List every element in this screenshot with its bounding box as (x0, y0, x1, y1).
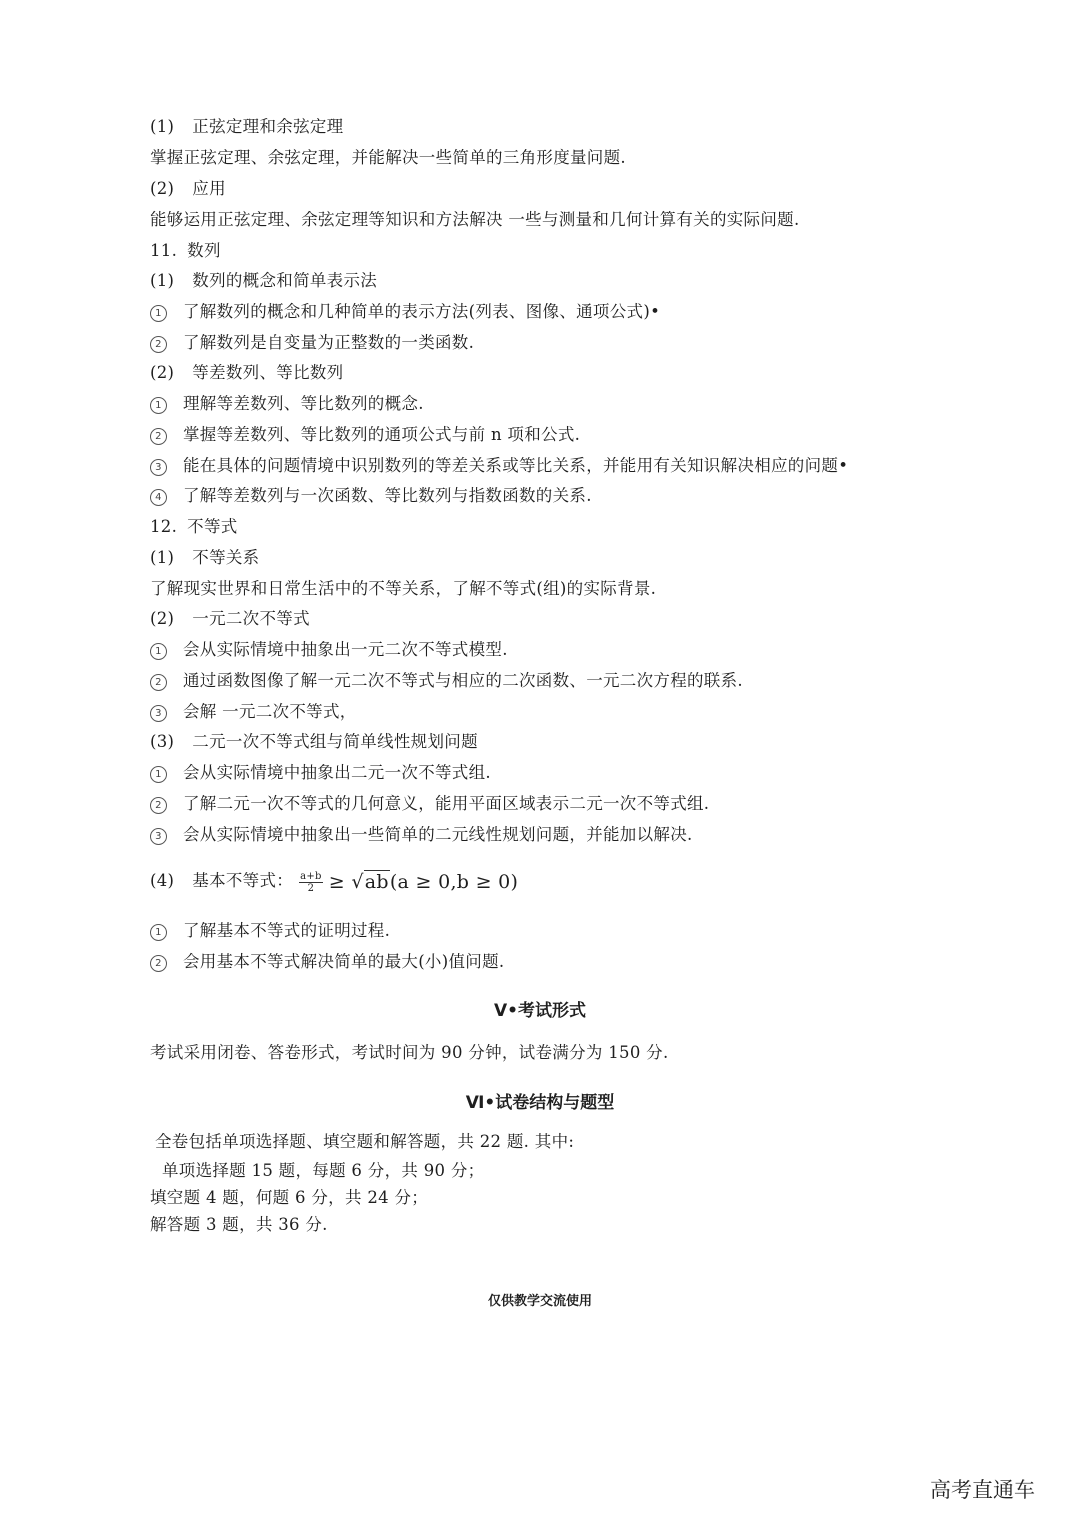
item-text: 能够运用正弦定理、余弦定理等知识和方法解决 一些与测量和几何计算有关的实际问题. (150, 210, 800, 229)
condition: (a ≥ 0,b ≥ 0) (389, 870, 519, 893)
subsection-heading (150, 731, 478, 753)
item-number: 11. (150, 241, 178, 260)
item-number: (2) (150, 609, 175, 628)
paragraph: 考试采用闭卷、答卷形式，考试时间为 90 分钟，试卷满分为 150 分. (150, 1043, 669, 1062)
list-item (150, 424, 580, 446)
subsection-heading (150, 608, 310, 630)
circled-number: 4 (150, 489, 167, 506)
circled-number: 3 (150, 828, 167, 845)
paragraph (150, 209, 800, 231)
item-number: 12. (150, 517, 178, 536)
radicand: ab (364, 870, 389, 893)
list-item (150, 824, 693, 846)
item-text: 数列的概念和简单表示法 (192, 271, 378, 290)
item-number: (1) (150, 117, 175, 136)
circled-number: 3 (150, 459, 167, 476)
item-number: (2) (150, 179, 175, 198)
circled-number: 2 (150, 797, 167, 814)
paragraph: 解答题 3 题，共 36 分. (150, 1215, 328, 1234)
item-text: 等差数列、等比数列 (192, 363, 344, 382)
item-text: 掌握正弦定理、余弦定理，并能解决一些简单的三角形度量问题. (150, 148, 626, 167)
list-item (150, 485, 592, 507)
item-text: 数列 (187, 241, 221, 260)
item-text: 理解等差数列、等比数列的概念. (183, 394, 424, 413)
circled-number: 1 (150, 397, 167, 414)
item-text: 能在具体的问题情境中识别数列的等差关系或等比关系，并能用有关知识解决相应的问题• (183, 456, 849, 475)
square-root (351, 867, 390, 897)
item-text: 一元二次不等式 (192, 609, 310, 628)
footer-note: 仅供教学交流使用 (487, 1294, 592, 1309)
item-text: 掌握等差数列、等比数列的通项公式与前 n 项和公式. (183, 425, 581, 444)
radical-sign: √ (351, 870, 364, 893)
item-number: (2) (150, 363, 175, 382)
fraction-numerator: a+b (300, 871, 322, 882)
item-text: 了解等差数列与一次函数、等比数列与指数函数的关系. (183, 486, 592, 505)
ge-symbol: ≥ (328, 870, 345, 893)
item-text: 二元一次不等式组与简单线性规划问题 (192, 732, 478, 751)
section-title: Ⅵ•试卷结构与题型 (465, 1093, 615, 1113)
subsection-heading (150, 547, 259, 569)
section-heading (150, 516, 238, 538)
paragraph: 全卷包括单项选择题、填空题和解答题，共 22 题. 其中: (155, 1132, 575, 1151)
circled-number: 2 (150, 336, 167, 353)
list-item (150, 762, 491, 784)
subsection-heading (150, 270, 377, 292)
paragraph: 单项选择题 15 题，每题 6 分，共 90 分； (162, 1161, 485, 1180)
fraction (299, 871, 323, 894)
circled-number: 2 (150, 674, 167, 691)
item-text: 了解基本不等式的证明过程. (183, 921, 391, 940)
circled-number: 2 (150, 955, 167, 972)
item-text: 会从实际情境中抽象出二元一次不等式组. (183, 763, 491, 782)
list-item (150, 701, 357, 723)
circled-number: 3 (150, 705, 167, 722)
item-text: 了解数列是自变量为正整数的一类函数. (183, 333, 475, 352)
item-text: 基本不等式： (192, 871, 294, 890)
list-item (150, 951, 504, 973)
list-item (150, 793, 709, 815)
circled-number: 1 (150, 766, 167, 783)
circled-number: 2 (150, 428, 167, 445)
list-item (150, 301, 660, 323)
item-number: (1) (150, 548, 175, 567)
item-text: 会用基本不等式解决简单的最大(小)值问题. (183, 952, 505, 971)
section-title: Ⅴ•考试形式 (493, 1001, 587, 1021)
item-text: 了解数列的概念和几种简单的表示方法(列表、图像、通项公式)• (183, 302, 661, 321)
list-item (150, 639, 508, 661)
item-text: 了解二元一次不等式的几何意义，能用平面区域表示二元一次不等式组. (183, 794, 710, 813)
list-item (150, 920, 390, 942)
list-item (150, 332, 474, 354)
item-text: 会从实际情境中抽象出一些简单的二元线性规划问题，并能加以解决. (183, 825, 693, 844)
fraction-denominator: 2 (307, 883, 315, 894)
watermark: 高考直通车 (930, 1478, 1035, 1502)
circled-number: 1 (150, 924, 167, 941)
item-text: 应用 (192, 179, 226, 198)
formula-line (150, 866, 518, 897)
paragraph (150, 578, 656, 600)
paragraph (150, 147, 626, 169)
subsection-heading (150, 362, 343, 384)
subsection-heading (150, 116, 343, 138)
item-text: 通过函数图像了解一元二次不等式与相应的二次函数、一元二次方程的联系. (183, 671, 743, 690)
am-gm-formula (299, 867, 518, 897)
item-text: 正弦定理和余弦定理 (192, 117, 344, 136)
item-number: (4) (150, 871, 175, 890)
item-text: 了解现实世界和日常生活中的不等关系，了解不等式(组)的实际背景. (150, 579, 657, 598)
item-number: (1) (150, 271, 175, 290)
list-item (150, 455, 848, 477)
list-item (150, 670, 743, 692)
circled-number: 1 (150, 643, 167, 660)
list-item (150, 393, 424, 415)
section-heading (150, 240, 221, 262)
item-text: 会解 一元二次不等式， (183, 702, 357, 721)
item-number: (3) (150, 732, 175, 751)
item-text: 会从实际情境中抽象出一元二次不等式模型. (183, 640, 508, 659)
circled-number: 1 (150, 305, 167, 322)
item-text: 不等关系 (192, 548, 260, 567)
subsection-heading (150, 178, 226, 200)
paragraph: 填空题 4 题，何题 6 分，共 24 分； (150, 1188, 429, 1207)
item-text: 不等式 (187, 517, 238, 536)
